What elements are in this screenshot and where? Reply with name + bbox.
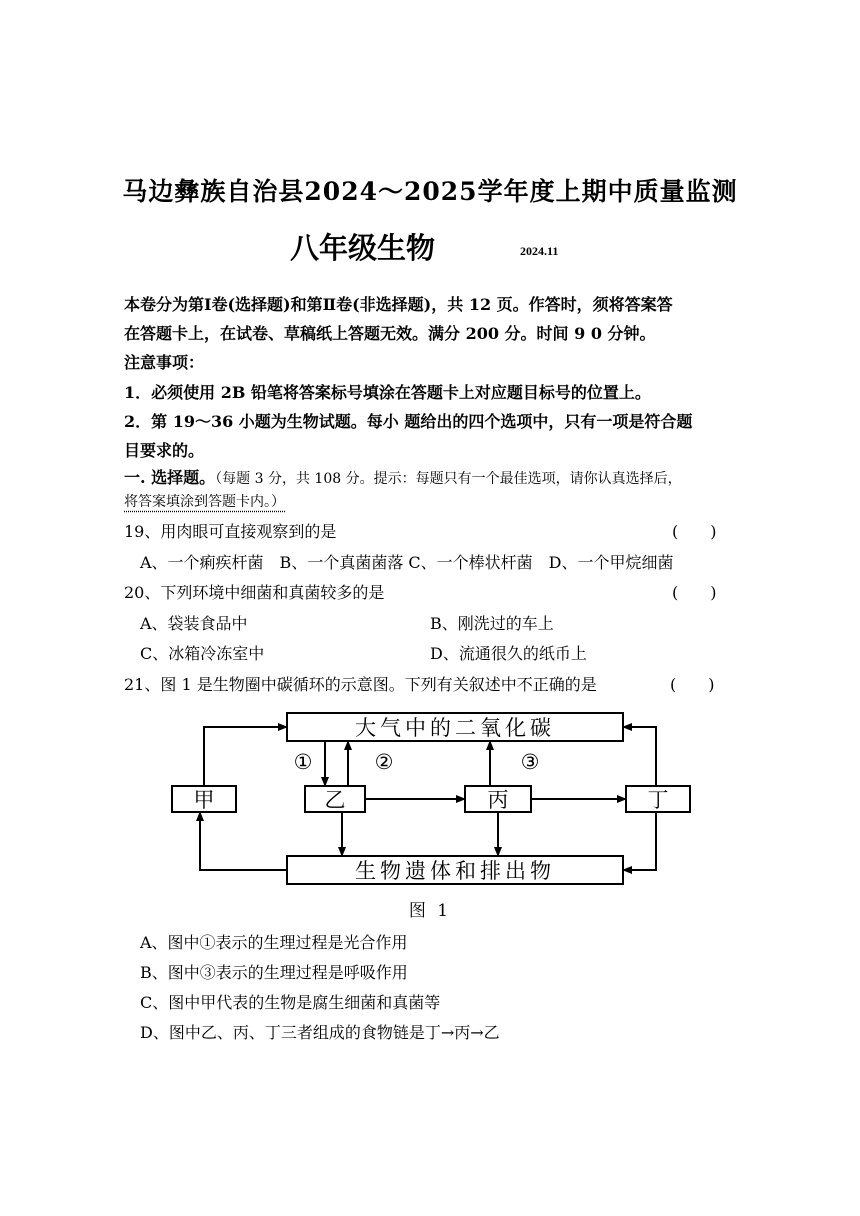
question-20-stem: 20、下列环境中细菌和真菌较多的是	[124, 583, 385, 602]
question-19-answer-blank: ( )	[672, 522, 717, 541]
exam-date: 2024.11	[520, 244, 559, 258]
question-20-option-b: B、刚洗过的车上	[430, 614, 554, 633]
bing-label: 丙	[487, 788, 509, 812]
section-note-cont: 将答案填涂到答题卡内。）	[124, 494, 285, 510]
arrow-remains-to-jia	[200, 812, 287, 870]
notice-item-2: 2．第 19～36 小题为生物试题。每小 题给出的四个选项中，只有一项是符合题	[124, 412, 693, 431]
figure-caption: 图 1	[408, 901, 452, 921]
ding-label: 丁	[647, 788, 669, 812]
question-20-option-d: D、流通很久的纸币上	[430, 644, 587, 663]
question-21-option-c: C、图中甲代表的生物是腐生细菌和真菌等	[140, 993, 441, 1012]
question-21-option-b: B、图中③表示的生理过程是呼吸作用	[140, 963, 408, 982]
section-header	[124, 465, 682, 488]
marker-1: ①	[293, 750, 313, 774]
question-20-option-a: A、袋装食品中	[140, 614, 248, 633]
remains-label: 生物遗体和排出物	[355, 859, 555, 883]
section-note: （每题 3 分，共 108 分。提示：每题只有一个最佳选项，请你认真选择后，	[215, 471, 682, 487]
exam-title: 马边彝族自治县2024～2025学年度上期中质量监测	[122, 177, 738, 206]
arrow-jia-to-atmosphere	[204, 727, 287, 786]
jia-label: 甲	[193, 788, 215, 812]
subject-title: 八年级生物	[290, 231, 436, 265]
question-21-option-d: D、图中乙、丙、丁三者组成的食物链是丁→丙→乙	[140, 1023, 500, 1042]
notice-item-1: 1．必须使用 2B 铅笔将答案标号填涂在答题卡上对应题目标号的位置上。	[124, 383, 651, 402]
carbon-cycle-diagram	[160, 706, 700, 926]
intro-line-2: 在答题卡上，在试卷、草稿纸上答题无效。满分 200 分。时间 9 0 分钟。	[124, 324, 656, 343]
question-20-option-c: C、冰箱冷冻室中	[140, 644, 265, 663]
atmosphere-label: 大气中的二氧化碳	[355, 716, 555, 740]
notice-item-2-cont: 目要求的。	[124, 441, 205, 460]
section-label: 一. 选择题。	[124, 468, 216, 487]
question-21-answer-blank: ( )	[670, 675, 715, 694]
question-20-answer-blank: ( )	[672, 583, 717, 602]
notice-title: 注意事项：	[124, 353, 205, 372]
marker-3: ③	[520, 750, 540, 774]
intro-line-1: 本卷分为第Ⅰ卷(选择题)和第Ⅱ卷(非选择题)，共 12 页。作答时，须将答案答	[124, 295, 673, 314]
question-19-stem: 19、用肉眼可直接观察到的是	[124, 522, 337, 541]
marker-2: ②	[374, 750, 394, 774]
question-19-options: A、一个痢疾杆菌 B、一个真菌菌落 C、一个棒状杆菌 D、一个甲烷细菌	[140, 553, 674, 572]
question-21-stem: 21、图 1 是生物圈中碳循环的示意图。下列有关叙述中不正确的是	[124, 675, 597, 694]
arrow-ding-to-atmosphere	[623, 727, 656, 786]
question-21-option-a: A、图中①表示的生理过程是光合作用	[140, 933, 408, 952]
yi-label: 乙	[324, 788, 346, 812]
arrow-ding-to-remains	[623, 812, 656, 870]
